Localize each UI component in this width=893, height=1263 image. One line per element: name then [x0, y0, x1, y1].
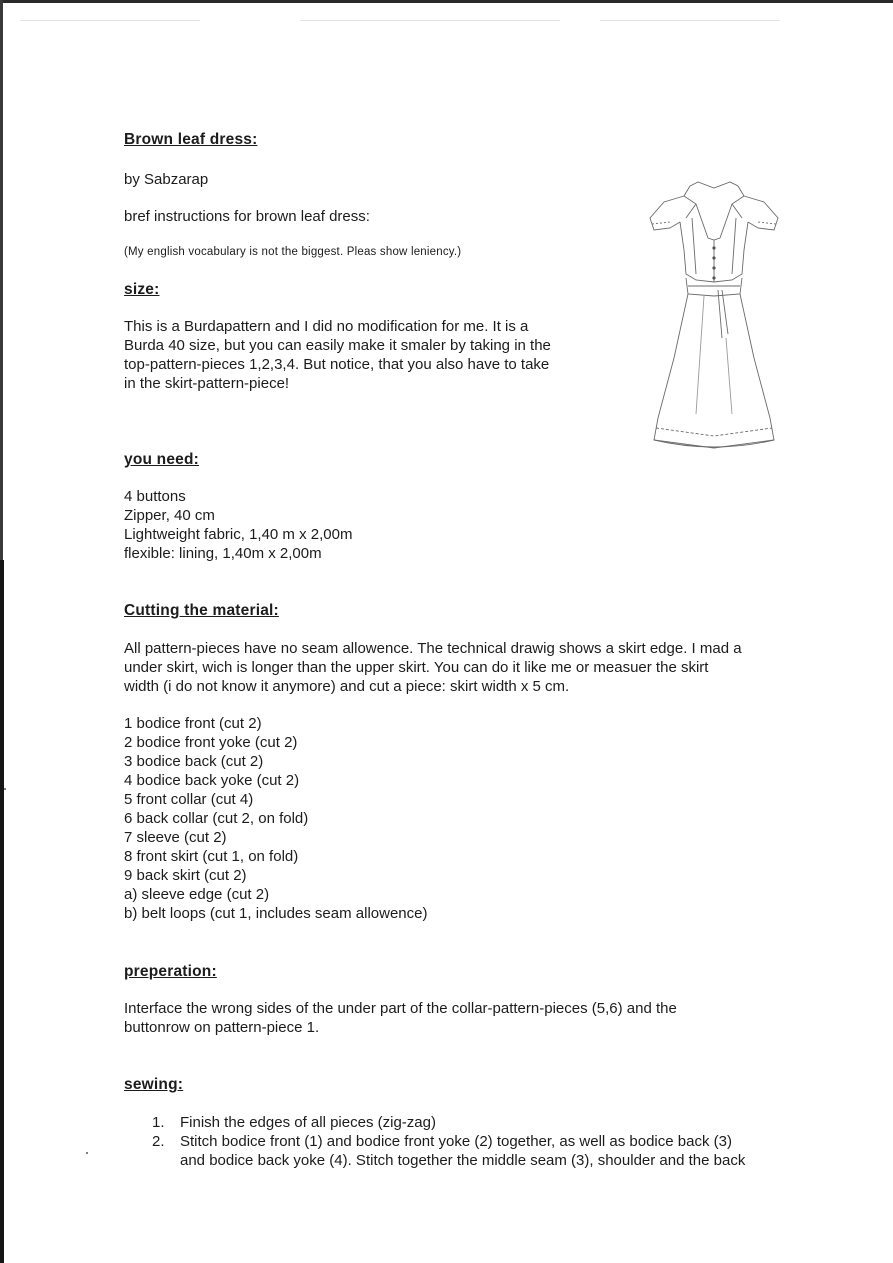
pattern-pieces-list: [124, 714, 428, 923]
size-line: Burda 40 size, but you can easily make it smaler by taking in the: [124, 337, 551, 354]
cutting-paragraph: [124, 639, 742, 696]
list-item: 6 back collar (cut 2, on fold): [124, 810, 309, 827]
list-item: 1 bodice front (cut 2): [124, 715, 262, 732]
size-line: This is a Burdapattern and I did no modification for me. It is a: [124, 318, 529, 335]
dress-sketch-icon: [634, 178, 794, 462]
sewing-step: [124, 1113, 745, 1132]
sewing-steps: [124, 1113, 745, 1170]
preparation-paragraph: [124, 999, 677, 1037]
list-item: 5 front collar (cut 4): [124, 791, 254, 808]
scan-speck: [86, 1152, 88, 1154]
materials-list: [124, 487, 352, 563]
author-line: by Sabzarap: [124, 171, 209, 188]
preparation-line: buttonrow on pattern-piece 1.: [124, 1019, 320, 1036]
list-item: 3 bodice back (cut 2): [124, 753, 264, 770]
list-item: 4 bodice back yoke (cut 2): [124, 772, 300, 789]
list-item: 9 back skirt (cut 2): [124, 867, 247, 884]
cutting-line: width (i do not know it anymore) and cut a piece: skirt width x 5 cm.: [124, 678, 570, 695]
size-line: in the skirt-pattern-piece!: [124, 375, 290, 392]
list-item: b) belt loops (cut 1, includes seam allowence): [124, 905, 428, 922]
list-item: 7 sleeve (cut 2): [124, 829, 227, 846]
preparation-heading: preperation:: [124, 963, 217, 980]
sewing-step: [124, 1132, 745, 1170]
cutting-line: under skirt, wich is longer than the upper skirt. You can do it like me or measuer the skirt: [124, 659, 709, 676]
list-item: a) sleeve edge (cut 2): [124, 886, 270, 903]
step-line: and bodice back yoke (4). Stitch together the middle seam (3), shoulder and the back: [180, 1152, 746, 1169]
list-item: Zipper, 40 cm: [124, 507, 215, 524]
cutting-heading: Cutting the material:: [124, 602, 279, 619]
list-item: 4 buttons: [124, 488, 186, 505]
vocabulary-note: (My english vocabulary is not the biggest. Pleas show leniency.): [124, 246, 462, 258]
step-number: 1.: [152, 1114, 165, 1131]
list-item: 2 bodice front yoke (cut 2): [124, 734, 298, 751]
size-heading: size:: [124, 281, 160, 298]
document-title: Brown leaf dress:: [124, 131, 258, 148]
step-line: Stitch bodice front (1) and bodice front yoke (2) together, as well as bodice back (3): [180, 1133, 732, 1150]
list-item: Lightweight fabric, 1,40 m x 2,00m: [124, 526, 353, 543]
scan-speck: [4, 788, 6, 790]
list-item: flexible: lining, 1,40m x 2,00m: [124, 545, 322, 562]
step-number: 2.: [152, 1133, 165, 1150]
cutting-line: All pattern-pieces have no seam allowence. The technical drawig shows a skirt edge. I mad a: [124, 640, 742, 657]
size-line: top-pattern-pieces 1,2,3,4. But notice, that you also have to take: [124, 356, 550, 373]
list-item: 8 front skirt (cut 1, on fold): [124, 848, 299, 865]
sewing-heading: sewing:: [124, 1076, 184, 1093]
size-paragraph: [124, 317, 551, 393]
intro-line: bref instructions for brown leaf dress:: [124, 208, 370, 225]
step-line: Finish the edges of all pieces (zig-zag): [180, 1114, 436, 1131]
preparation-line: Interface the wrong sides of the under part of the collar-pattern-pieces (5,6) and the: [124, 1000, 677, 1017]
you-need-heading: you need:: [124, 451, 200, 468]
